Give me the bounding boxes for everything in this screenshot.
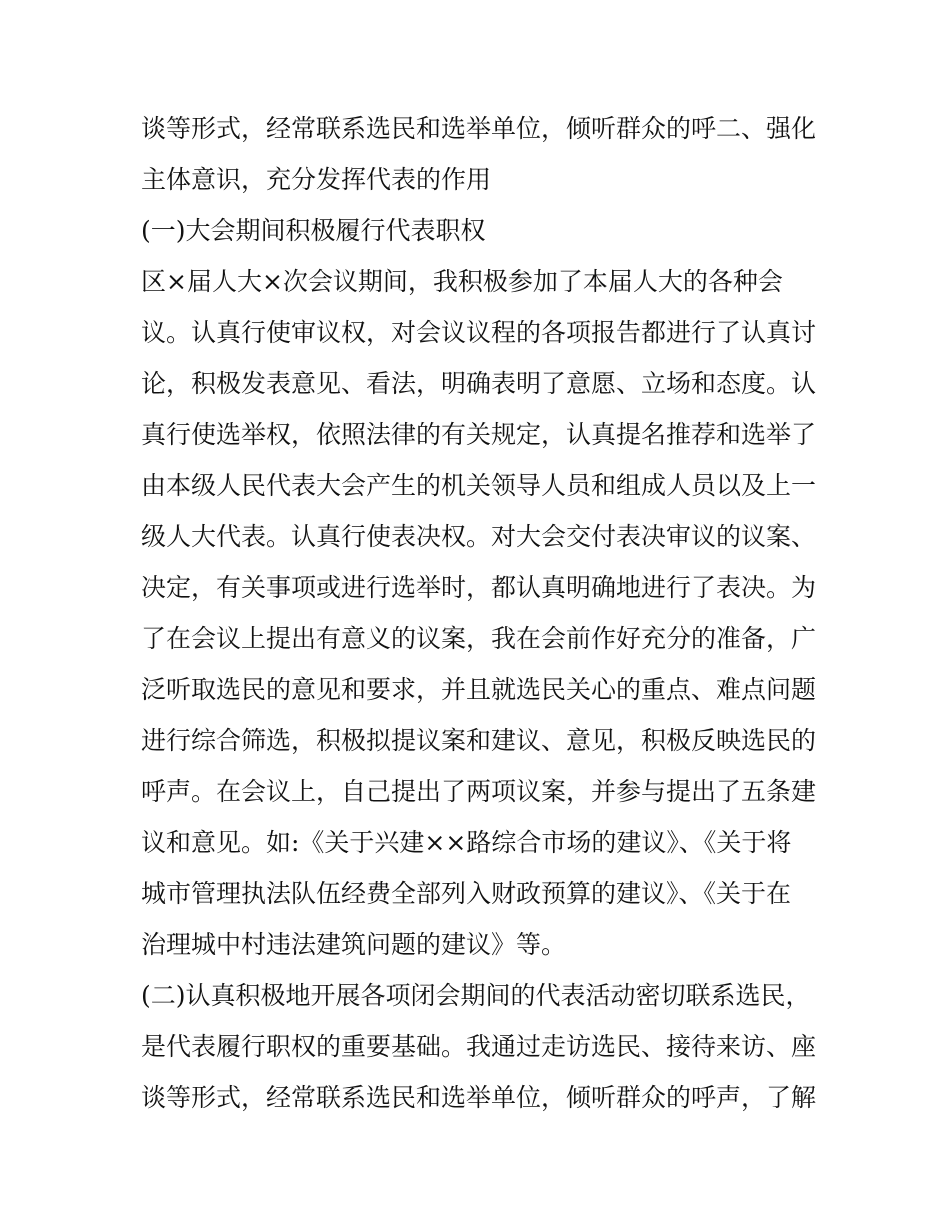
text-line-15: 议和意见。如:《关于兴建××路综合市场的建议》、《关于将 [141, 828, 792, 857]
text-line-4: 区×届人大×次会议期间，我积极参加了本届人大的各种会 [141, 267, 783, 296]
text-line-8: 由本级人民代表大会产生的机关领导人员和组成人员以及上一 [141, 471, 817, 500]
section-heading-1: (一)大会期间积极履行代表职权 [141, 216, 486, 245]
text-line-5: 议。认真行使审议权，对会议议程的各项报告都进行了认真讨 [141, 318, 817, 347]
text-line-16: 城市管理执法队伍经费全部列入财政预算的建议》、《关于在 [141, 879, 792, 908]
text-line-6: 论，积极发表意见、看法，明确表明了意愿、立场和态度。认 [141, 369, 817, 398]
text-line-1: 谈等形式，经常联系选民和选举单位，倾听群众的呼二、强化 [141, 114, 817, 143]
text-line-7: 真行使选举权，依照法律的有关规定，认真提名推荐和选举了 [141, 420, 817, 449]
text-line-9: 级人大代表。认真行使表决权。对大会交付表决审议的议案、 [141, 522, 817, 551]
text-line-13: 进行综合筛选，积极拟提议案和建议、意见，积极反映选民的 [141, 726, 817, 755]
text-line-17: 治理城中村违法建筑问题的建议》等。 [141, 930, 567, 959]
document-body [141, 103, 821, 1123]
text-line-12: 泛听取选民的意见和要求，并且就选民关心的重点、难点问题 [141, 675, 817, 704]
text-line-10: 决定，有关事项或进行选举时，都认真明确地进行了表决。为 [141, 573, 817, 602]
text-line-11: 了在会议上提出有意义的议案，我在会前作好充分的准备，广 [141, 624, 817, 653]
text-line-20: 谈等形式，经常联系选民和选举单位，倾听群众的呼声，了解 [141, 1083, 817, 1112]
text-line-2: 主体意识，充分发挥代表的作用 [141, 165, 492, 194]
text-line-14: 呼声。在会议上，自己提出了两项议案，并参与提出了五条建 [141, 777, 817, 806]
section-heading-2: (二)认真积极地开展各项闭会期间的代表活动密切联系选民， [141, 981, 811, 1010]
text-line-19: 是代表履行职权的重要基础。我通过走访选民、接待来访、座 [141, 1032, 817, 1061]
